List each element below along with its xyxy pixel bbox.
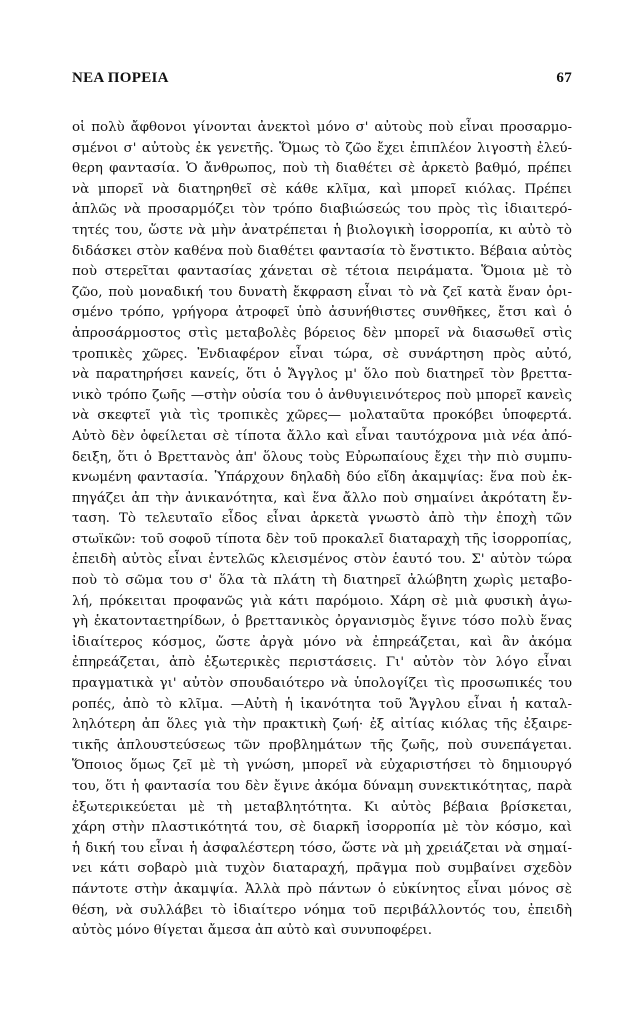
text-line: σμένο τρόπο, γρήγορα ἀτροφεῖ ὑπὸ ἀσυνήθιστες συνθῆκες, ἔτσι καὶ ὁ	[72, 305, 572, 321]
text-line: γὴ ἑκατονταετηρίδων, ὁ βρεττανικὸς ὀργανισμὸς ἔγινε τόσο πολὺ ἕνας	[72, 614, 572, 630]
text-line: ἐπειδὴ αὐτὸς εἶναι ἐντελῶς κλεισμένος στὸν ἑαυτό του. Σ' αὐτὸν τώρα	[72, 552, 572, 568]
text-line: οἱ πολὺ ἄφθονοι γίνονται ἀνεκτοὶ μόνο σ' αὐτοὺς ποὺ εἶναι προσαρμο-	[72, 120, 572, 135]
text-line: δειξη, ὅτι ὁ Βρεττανὸς ἀπ' ὅλους τοὺς Εὐρωπαίους ἔχει τὴν πιὸ συμπυ-	[72, 449, 572, 465]
text-line: χάρη στὴν πλαστικότητά του, σὲ διαρκῆ ἰσορροπία μὲ τὸν κόσμο, καὶ	[72, 820, 572, 836]
body-text	[72, 118, 572, 942]
text-line: λή, πρόκειται προφανῶς γιὰ κάτι παρόμοιο. Χάρη σὲ μιὰ φυσικὴ ἀγω-	[72, 593, 572, 609]
text-line: τικῆς ἁπλουστεύσεως τῶν προβλημάτων τῆς ζωῆς, ποὺ συνεπάγεται.	[72, 737, 572, 753]
running-head	[72, 70, 572, 92]
page-number: 67	[556, 70, 572, 86]
text-line: πηγάζει ἀπ τὴν ἀνικανότητα, καὶ ἕνα ἄλλο ποὺ σημαίνει ἀκρότατη ἔν-	[72, 490, 572, 506]
text-line: κνωμένη φαντασία. Ὑπάρχουν δηλαδὴ δύο εἴδη ἀκαμψίας: ἕνα ποὺ ἐκ-	[72, 470, 572, 486]
text-line: νικὸ τρόπο ζωῆς —στὴν οὐσία του ὁ ἀνθυγιεινότερος ποὺ μπορεῖ κανεὶς	[72, 387, 572, 403]
text-line: ταση. Τὸ τελευταῖο εἶδος εἶναι ἀρκετὰ γνωστὸ ἀπὸ τὴν ἐποχὴ τῶν	[72, 511, 572, 527]
text-line: τητές του, ὥστε νὰ μὴν ἀνατρέπεται ἡ βιολογικὴ ἰσορροπία, κι αὐτὸ τὸ	[72, 222, 572, 238]
text-line: ποὺ τὸ σῶμα του σ' ὅλα τὰ πλάτη τὴ διατηρεῖ ἀλώβητη χωρὶς μεταβο-	[72, 573, 572, 589]
text-line: ἰδιαίτερος κόσμος, ὥστε ἀργὰ μόνο νὰ ἐπηρεάζεται, καὶ ἂν ἀκόμα	[72, 634, 572, 650]
text-line: του, ὅτι ἡ φαντασία του δὲν ἔγινε ἀκόμα δύναμη συνεκτικότητας, παρὰ	[72, 779, 572, 794]
text-line: νὰ παρατηρήσει κανείς, ὅτι ὁ Ἄγγλος μ' ὅλο ποὺ διατηρεῖ τὸν βρεττα-	[72, 367, 572, 383]
text-line: ἀπροσάρμοστος στὶς μεταβολὲς βόρειος δὲν μπορεῖ νὰ διασωθεῖ στὶς	[72, 325, 572, 341]
text-line: τροπικὲς χῶρες. Ἐνδιαφέρον εἶναι τώρα, σὲ συνάρτηση πρὸς αὐτό,	[72, 346, 572, 362]
text-line: ἡ δική του εἶναι ἡ ἀσφαλέστερη τόσο, ὥστε νὰ μὴ χρειάζεται νὰ σημαί-	[72, 840, 572, 856]
text-line: στωϊκῶν: τοῦ σοφοῦ τίποτα δὲν τοῦ προκαλεῖ διαταραχὴ τῆς ἰσορροπίας,	[72, 531, 572, 547]
text-line: ληλότερη ἀπ ὅλες γιὰ τὴν πρακτικὴ ζωή· ἐξ αἰτίας κιόλας τῆς ἐξαιρε-	[72, 717, 572, 733]
text-line: θέση, νὰ συλλάβει τὸ ἰδιαίτερο νόημα τοῦ περιβάλλοντός του, ἐπειδὴ	[72, 902, 572, 918]
text-line: αὐτὸς μόνο θίγεται ἄμεσα ἀπ αὐτὸ καὶ συνυποφέρει.	[72, 923, 432, 939]
text-line: σμένοι σ' αὐτοὺς ἐκ γενετῆς. Ὅμως τὸ ζῶο ἔχει ἐπιπλέον λιγοστὴ ἐλεύ-	[72, 140, 572, 156]
text-line: πραγματικὰ γι' αὐτὸν σπουδαιότερο νὰ ὑπολογίζει τὶς προσωπικές του	[72, 676, 572, 692]
text-line: ἐπηρεάζεται, ἀπὸ ἐξωτερικὲς περιστάσεις. Γι' αὐτὸν τὸν λόγο εἶναι	[72, 655, 572, 671]
text-line: θερη φαντασία. Ὁ ἄνθρωπος, ποὺ τὴ διαθέτει σὲ ἀρκετὸ βαθμό, πρέπει	[72, 161, 572, 177]
text-line: ροπές, ἀπὸ τὸ κλῖμα. —Αὐτὴ ἡ ἱκανότητα τοῦ Ἄγγλου εἶναι ἡ καταλ-	[72, 696, 572, 712]
text-line: Ὅποιος ὅμως ζεῖ μὲ τὴ γνώση, μπορεῖ νὰ εὐχαριστήσει τὸ δημιουργό	[72, 758, 572, 774]
text-line: πάντοτε στὴν ἀκαμψία. Ἀλλὰ πρὸ πάντων ὁ εὐκίνητος εἶναι μόνος σὲ	[72, 881, 572, 897]
text-line: νὰ μπορεῖ νὰ διατηρηθεῖ σὲ κάθε κλῖμα, καὶ μπορεῖ κιόλας. Πρέπει	[72, 181, 572, 197]
running-title: ΝΕΑ ΠΟΡΕΙΑ	[72, 70, 169, 86]
text-line: ἐξωτερικεύεται μὲ τὴ μεταβλητότητα. Κι αὐτὸς βέβαια βρίσκεται,	[72, 799, 572, 815]
text-line: ἁπλῶς νὰ προσαρμόζει τὸν τρόπο διαβιώσεώς του πρὸς τὶς ἰδιαιτερό-	[72, 202, 572, 218]
text-line: ζῶο, ποὺ μοναδική του δυνατὴ ἔκφραση εἶναι τὸ νὰ ζεῖ κατὰ ἕναν ὁρι-	[72, 284, 572, 300]
text-line: ποὺ στερεῖται φαντασίας χάνεται σὲ τέτοια πειράματα. Ὅμοια μὲ τὸ	[72, 264, 572, 280]
text-line: νὰ σκεφτεῖ γιὰ τὶς τροπικὲς χῶρες— μολαταῦτα προκόβει ὑποφερτά.	[72, 408, 572, 424]
text-line: νει κάτι σοβαρὸ μιὰ τυχὸν διαταραχή, πρᾶγμα ποὺ συμβαίνει σχεδὸν	[72, 861, 572, 877]
text-line: Αὐτὸ δὲν ὀφείλεται σὲ τίποτα ἄλλο καὶ εἶναι ταυτόχρονα μιὰ νέα ἀπό-	[72, 428, 572, 444]
book-page	[72, 70, 572, 942]
text-line: διδάσκει στὸν καθένα ποὺ διαθέτει φαντασία τὸ ἔνστικτο. Βέβαια αὐτὸς	[72, 243, 572, 259]
